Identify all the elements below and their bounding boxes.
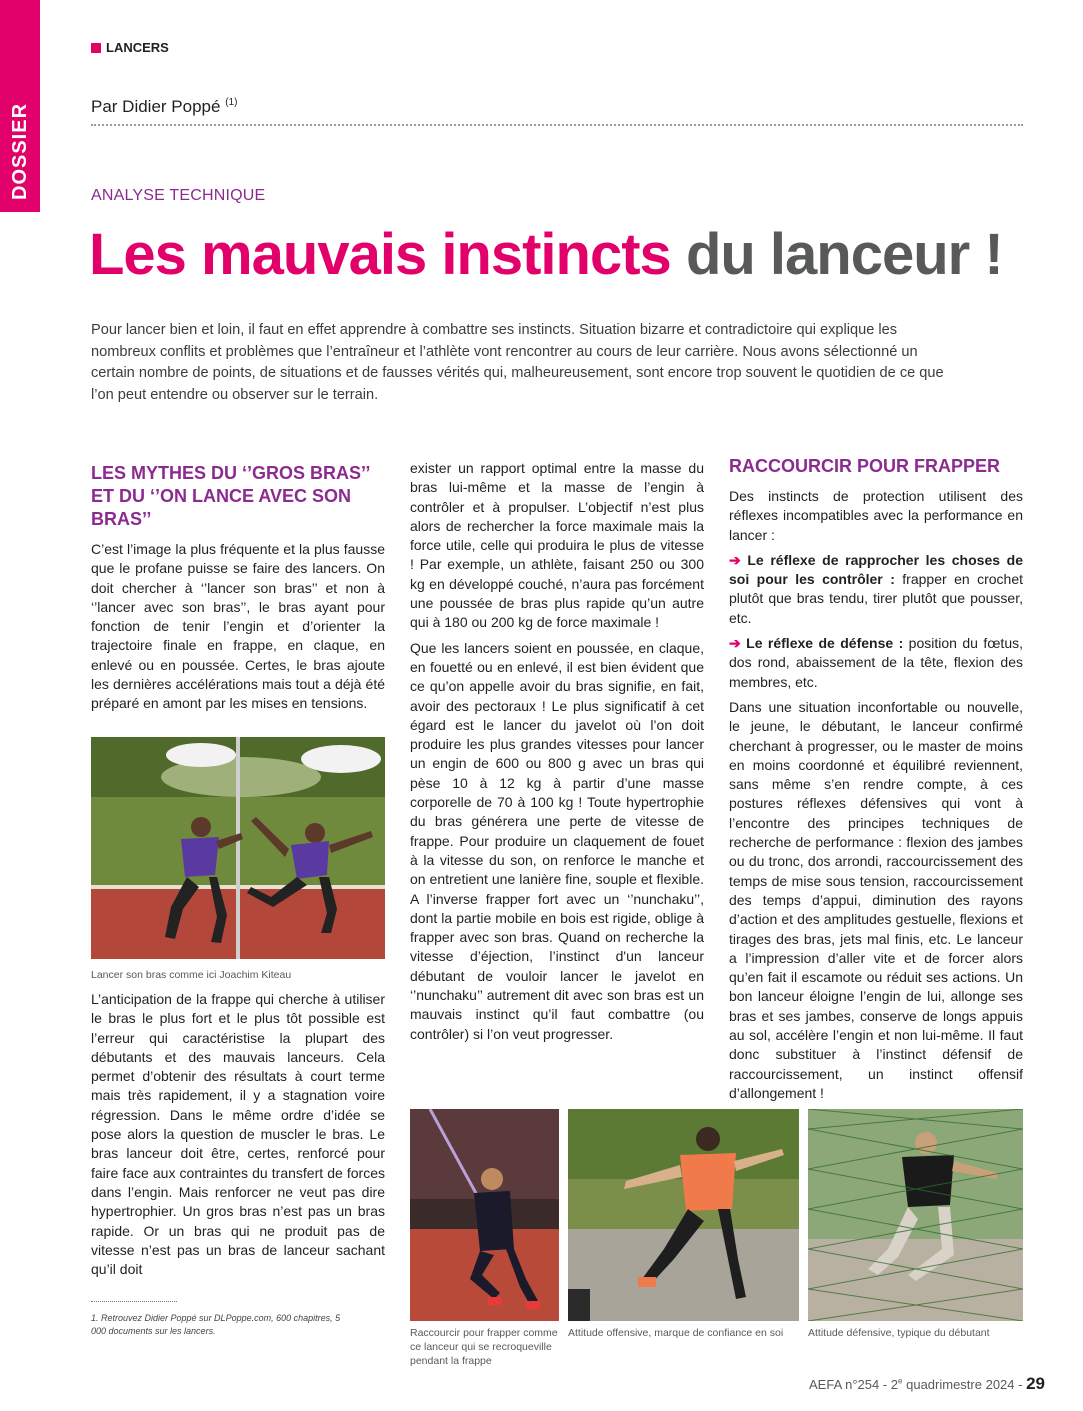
author-byline (91, 97, 237, 117)
photo-javelin (410, 1109, 559, 1321)
dossier-label: DOSSIER (9, 102, 31, 200)
column-1-top (91, 462, 385, 720)
page-folio (809, 1374, 1045, 1394)
col3-bullet-2 (729, 634, 1023, 692)
photo-hammer-caption: Attitude défensive, typique du débutant (808, 1327, 990, 1339)
col3-bullet-1-text: frapper en crochet plutôt que bras tendu, tirer plutôt que pousser, etc. (729, 571, 1023, 626)
article-title (89, 220, 1003, 290)
discus-photo-illustration (568, 1109, 799, 1321)
hammer-photo-illustration (808, 1109, 1023, 1321)
photo-discus-caption: Attitude offensive, marque de confiance en soi (568, 1327, 784, 1339)
footnote-rule (91, 1301, 177, 1302)
column-2 (410, 459, 704, 1050)
section-tag-label: LANCERS (106, 40, 169, 55)
author-name: Par Didier Poppé (91, 97, 221, 116)
article-kicker: ANALYSE TECHNIQUE (91, 187, 266, 204)
col1-paragraph-1: C’est l’image la plus fréquente et la plus fausse que le profane puisse se faire des lancers. On doit chercher à ‘’lancer son bras’’ et non à ‘’lancer avec son bras’’, le bras ayant pour fonction de tenir l’engin et d’orienter la trajectoire finale en frappe, en claque, en enlevé ou en poussée. Certes, le bras ajoute les dernières accélérations mais tout a déjà été préparé en amont par les mises en tensions. (91, 541, 385, 712)
header-divider (91, 124, 1023, 126)
col1-paragraph-2: L’anticipation de la frappe qui cherche à utiliser le bras le plus fort et le plus tôt possible est l’erreur qui caractéristise la plupart des débutants et des mauvais lanceurs. Cela permet d’obtenir des résultats à court terme mais très rapidement, il y a stagnation voire régression. Dans le même ordre d’idée se pose alors la question de muscler le bras. Le bras lanceur doit être, certes, renforcé pour faire face aux contraintes du transfert de forces dans l’engin. Mais renforcer ne veut pas dire hypertrophier. Un gros bras n’est pas un bras rapide. Or un bras qui ne produit pas de vitesse n’est pas un bras de lanceur sachant qu’il doit (91, 991, 385, 1278)
article-intro: Pour lancer bien et loin, il faut en effet apprendre à combattre ses instincts. Situation bizarre et contradictoire qui explique les nombreux conflits et problèmes que l’entraîneur et l’athlète vont rencontrer au cours de leur carrière. Nous avons sélectionné un certain nombre de points, de situations et de fausses vérités qui, malheureusement, sont encore trop souvent le quotidien de ce que l’on peut entendre ou observer sur le terrain. (91, 322, 944, 403)
athlete-photo-illustration (91, 737, 385, 959)
col3-paragraph-2: Dans une situation inconfortable ou nouvelle, le jeune, le débutant, le lanceur confirmé cherchant à progresser, ou le master de moins en moins coordonné et équilibré reviennent, sans même s’en rendre compte, à ces postures réflexes défensives qui vont à l’encontre des principes techniques de recherche de performance : flexion des jambes ou du tronc, dos arrondi, raccourcissement des temps de mise sous tension, raccourcissement des temps d’appui, diminution des rayons d’action et des amplitudes gestuelle, flexions et tirages des bras, jets mal finis, etc. Le lanceur a l’impression d’aller vite et de forcer alors qu’en fait il escamote ou réduit ses actions. Un bon lanceur éloigne l’engin de lui, allonge ses bras et ses jambes, conserve de longs appuis au sol, accélère l’engin et non lui-même. Il faut donc substituer à l’instinct défensif de raccourcissement, un instinct offensif d’allongement ! (729, 698, 1023, 1101)
javelin-photo-illustration (410, 1109, 559, 1321)
photo-discus (568, 1109, 799, 1321)
col3-paragraph-1: Des instincts de protection utilisent des réflexes incompatibles avec la performance en lancer : (729, 488, 1023, 543)
col1-heading-line1: LES MYTHES DU ‘’GROS BRAS’’ (91, 463, 371, 483)
column-1-bottom (91, 990, 385, 1285)
title-rest: du lanceur ! (685, 222, 1003, 287)
col2-paragraph-2: Que les lancers soient en poussée, en claque, en fouetté ou en enlevé, il est bien évident que ce qu’on appelle avoir du bras signifie, en fait, avoir des pectoraux ! Le plus significatif à cet égard est le lancer du javelot où l’on doit produire les plus grandes vitesses pour lancer un engin de 600 ou 800 g avec un bras qui pèse 10 à 12 kg à partir d’une masse corporelle de 70 à 100 kg ! Toute hypertrophie du bras générera une perte de vitesse de frappe. Pour produire un claquement de fouet à la vitesse du son, on renforce le manche et on entretient une lanière fine, souple et flexible. A l’inverse frapper fort avec un ‘’nunchaku’’, dont la partie mobile en bois est rigide, oblige à frapper avec son bras. Quand on recherche la vitesse d’éjection, l’instinct d'un lanceur débutant de vouloir lancer le javelot en ‘’nunchaku’’ autrement dit avec son bras est un mauvais instinct qu’il faut combattre (ou contrôler) si l’on veut progresser. (410, 639, 704, 1042)
square-bullet-icon (91, 43, 101, 53)
footnote: 1. Retrouvez Didier Poppé sur DLPoppe.com, 600 chapitres, 5 000 documents sur les lancers. (91, 1313, 341, 1336)
col3-bullet-1 (729, 551, 1023, 628)
col3-bullet-2-text: position du fœtus, dos rond, abaissement de la tête, flexion des membres, etc. (729, 635, 1023, 690)
arrow-right-icon: ➔ (729, 635, 741, 652)
col1-heading-line2: ET DU ‘’ON LANCE AVEC SON BRAS’’ (91, 486, 352, 529)
col3-bullet-1-bold: Le réflexe de rapprocher les choses de soi pour les contrôler : (729, 551, 1023, 588)
title-highlight: Les mauvais instincts (89, 222, 671, 287)
author-note-ref[interactable]: (1) (225, 97, 238, 108)
photo-kiteau (91, 737, 385, 959)
col3-heading: RACCOURCIR POUR FRAPPER (729, 456, 1001, 476)
folio-publication: AEFA n°254 - 2 (809, 1377, 899, 1392)
folio-sup: e (898, 1376, 903, 1386)
col3-bullet-2-bold: Le réflexe de défense : (746, 635, 904, 652)
col1-heading (91, 462, 385, 531)
arrow-right-icon: ➔ (729, 551, 741, 568)
folio-period: quadrimestre 2024 - (902, 1377, 1027, 1392)
page-number: 29 (1026, 1374, 1045, 1393)
photo-javelin-caption: Raccourcir pour frapper comme ce lanceur qui se recroqueville pendant la frappe (410, 1327, 558, 1367)
column-3 (729, 455, 1023, 1109)
col2-paragraph-1: exister un rapport optimal entre la masse du bras lui-même et la masse de l’engin à contrôler et à propulser. L’objectif n’est plus alors de rechercher la force maximale mais la force utile, celle qui produira le plus de vitesse ! Par exemple, un athlète, faisant 250 ou 300 kg en développé couché, n’aura pas forcément une poussée de bras plus rapide qu’un autre qui à 180 ou 200 kg de force maximale ! (410, 460, 704, 631)
photo-hammer (808, 1109, 1023, 1321)
section-tag (91, 40, 169, 55)
photo-kiteau-caption: Lancer son bras comme ici Joachim Kiteau (91, 969, 292, 981)
